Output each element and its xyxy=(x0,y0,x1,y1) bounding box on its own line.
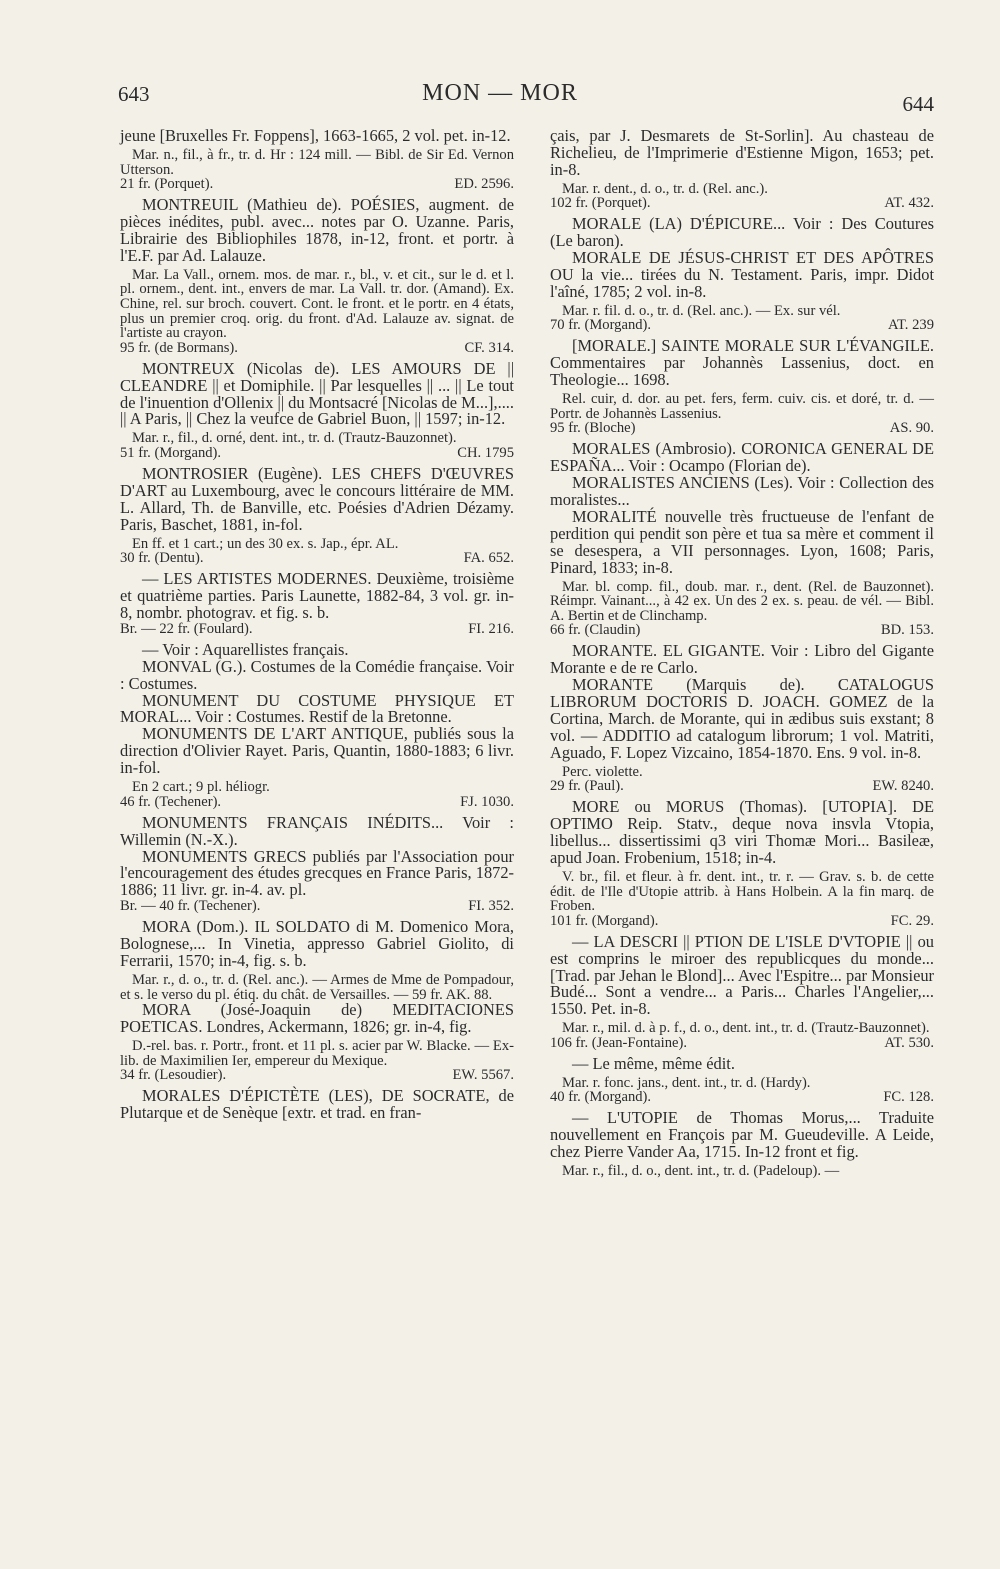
price-text: Br. — 40 fr. (Techener). xyxy=(120,898,261,915)
catalog-entry: MONUMENTS DE L'ART ANTIQUE, publiés sous la direction d'Olivier Rayet. Paris, Quantin, 1880-1883; 6 livr. in-fol. xyxy=(120,724,514,778)
price-line xyxy=(550,914,934,929)
sale-code: FI. 352. xyxy=(468,898,514,915)
price-line xyxy=(120,1068,514,1083)
price-text: 21 fr. (Porquet). xyxy=(120,176,214,193)
price-line xyxy=(120,446,514,461)
price-text: 29 fr. (Paul). xyxy=(550,778,624,795)
price-line xyxy=(120,622,514,637)
price-line xyxy=(550,421,934,436)
left-page-number: 643 xyxy=(118,82,150,106)
sale-code: FC. 128. xyxy=(883,1089,934,1106)
sale-code: EW. 8240. xyxy=(872,778,934,795)
sale-code: BD. 153. xyxy=(880,622,934,639)
price-text: 101 fr. (Morgand). xyxy=(550,912,659,929)
sale-code: FA. 652. xyxy=(463,550,514,567)
catalog-entry: MONTROSIER (Eugène). LES CHEFS D'ŒUVRES D'ART au Luxembourg, avec le concours littéraire de MM. L. Allard, Th. de Banville, etc. Poésies d'Adrien Dézamy. Paris, Baschet, 1881, in-fol. xyxy=(120,463,514,534)
catalog-entry: çais, par J. Desmarets de St-Sorlin]. Au chasteau de Richelieu, de l'Imprimerie d'Estienne Migon, 1653; pet. in-8. xyxy=(550,126,934,179)
binding-note: Mar. r. dent., d. o., tr. d. (Rel. anc.). xyxy=(562,180,768,197)
binding-note: Mar. r., d. o., tr. d. (Rel. anc.). — Armes de Mme de Pompadour, et s. le verso du pl. étiq. du chât. de Versailles. — 59 fr. AK. 88. xyxy=(120,971,514,1003)
catalog-entry: — Voir : Aquarellistes français. xyxy=(142,639,349,659)
price-line xyxy=(550,318,934,333)
sale-code: CF. 314. xyxy=(464,339,514,356)
price-text: 102 fr. (Porquet). xyxy=(550,195,651,212)
price-line xyxy=(550,196,934,211)
catalog-entry: MONUMENTS FRANÇAIS INÉDITS... Voir : Willemin (N.-X.). xyxy=(120,812,514,849)
catalog-entry: MORA (José-Joaquin de) MEDITACIONES POETICAS. Londres, Ackermann, 1826; gr. in-4, fig. xyxy=(120,1000,514,1037)
price-text: 40 fr. (Morgand). xyxy=(550,1089,652,1106)
price-line xyxy=(550,1090,934,1105)
binding-note: V. br., fil. et fleur. à fr. dent. int., tr. r. — Grav. s. b. de cette édit. de l'Ile d'Utopie attrib. à Hans Holbein. A la fin marq. de Froben. xyxy=(550,868,934,915)
catalog-entry: MORALISTES ANCIENS (Les). Voir : Collection des moralistes... xyxy=(550,473,934,510)
sale-code: ED. 2596. xyxy=(454,176,514,193)
catalog-entry: MORALE (LA) D'ÉPICURE... Voir : Des Coutures (Le baron). xyxy=(550,214,934,251)
price-line xyxy=(120,795,514,810)
price-line xyxy=(120,177,514,192)
sale-code: AT. 530. xyxy=(884,1034,934,1051)
sale-code: AT. 239 xyxy=(888,317,934,334)
sale-code: AS. 90. xyxy=(889,420,934,437)
right-column xyxy=(550,128,934,1179)
catalog-entry: — L'UTOPIE de Thomas Morus,... Traduite nouvellement en François par M. Gueudeville. A Leide, chez Pierre Vander Aa, 1715. In-12 front et fig. xyxy=(550,1108,934,1162)
catalog-entry: MORE ou MORUS (Thomas). [UTOPIA]. DE OPTIMO Reip. Statv., deque nova insvla Vtopia, libellus... dissertissimi q3 viri Thomæ Mori... Basileæ, apud Joan. Frobenium, 1518; in-4. xyxy=(550,797,934,868)
catalog-entry: MORA (Dom.). IL SOLDATO di M. Domenico Mora, Bolognese,... In Vinetia, appresso Gabriel Giolito, di Ferrarii, 1570; in-4, fig. s. b. xyxy=(120,917,514,971)
binding-note: Mar. n., fil., à fr., tr. d. Hr : 124 mill. — Bibl. de Sir Ed. Vernon Utterson. xyxy=(120,146,514,178)
price-line xyxy=(120,551,514,566)
catalog-entry: MORALE DE JÉSUS-CHRIST ET DES APÔTRES OU la vie... tirées du N. Testament. Paris, impr. Didot l'aîné, 1785; 2 vol. in-8. xyxy=(550,248,934,301)
price-text: 70 fr. (Morgand). xyxy=(550,317,652,334)
right-page-number: 644 xyxy=(902,92,934,116)
sale-code: EW. 5567. xyxy=(452,1067,514,1084)
catalog-entry: — Le même, même édit. xyxy=(572,1053,735,1073)
binding-note: Mar. La Vall., ornem. mos. de mar. r., bl., v. et cit., sur le d. et l. pl. ornem., dent. int., envers de mar. La Vall. tr. dor. (Amand). Ex. Chine, rel. sur broch. couvert. Cont. le front. et le portr. en 4 états, plus un premier croq. orig. du front. d'Ad. Lalauze av. signat. de l'artiste au crayon. xyxy=(120,266,514,342)
price-text: 66 fr. (Claudin) xyxy=(550,622,641,639)
binding-note: Mar. r., fil., d. o., dent. int., tr. d. (Padeloup). — xyxy=(562,1163,840,1180)
sale-code: CH. 1795 xyxy=(457,444,514,461)
sale-code: FJ. 1030. xyxy=(460,793,514,810)
price-line xyxy=(550,623,934,638)
catalog-entry: MONTREUX (Nicolas de). LES AMOURS DE || CLEANDRE || et Domiphile. || Par lesquelles || ... || Le tout de l'inuention d'Ollenix || du Montsacré [Nicolas de M...],.... || A Paris, || Chez la veufce de Gabriel Buon, || 1597; in-12. xyxy=(120,358,514,429)
binding-note: D.-rel. bas. r. Portr., front. et 11 pl. s. acier par W. Blacke. — Ex-lib. de Maximilien Ier, empereur du Mexique. xyxy=(120,1037,514,1069)
catalog-entry: [MORALE.] SAINTE MORALE SUR L'ÉVANGILE. Commentaires par Johannès Lassenius, doct. en Theologie... 1698. xyxy=(550,336,934,390)
price-text: 51 fr. (Morgand). xyxy=(120,444,222,461)
catalog-entry: MONVAL (G.). Costumes de la Comédie française. Voir : Costumes. xyxy=(120,656,514,693)
price-line xyxy=(120,899,514,914)
binding-note: En ff. et 1 cart.; un des 30 ex. s. Jap., épr. AL. xyxy=(132,535,399,552)
catalog-entry: MORALITÉ nouvelle très fructueuse de l'enfant de perdition qui pendit son père et tua sa mère et comment il se desespera, a VII personnages. Lyon, 1608; Paris, Pinard, 1833; in-8. xyxy=(550,506,934,577)
price-line xyxy=(550,1036,934,1051)
page-header xyxy=(0,76,1000,116)
binding-note: Mar. r. fil. d. o., tr. d. (Rel. anc.). — Ex. sur vél. xyxy=(562,302,841,319)
catalog-entry: MONTREUIL (Mathieu de). POÉSIES, augment. de pièces inédites, publ. avec... notes par O. Uzanne. Paris, Librairie des Bibliophiles 1878, in-12, front. et portr. à l'E.F. par Ad. Lalauze. xyxy=(120,195,514,265)
catalog-entry: MORANTE. EL GIGANTE. Voir : Libro del Gigante Morante e de re Carlo. xyxy=(550,641,934,678)
price-text: Br. — 22 fr. (Foulard). xyxy=(120,620,253,637)
binding-note: Mar. r. fonc. jans., dent. int., tr. d. (Hardy). xyxy=(562,1074,811,1091)
catalog-entry: MONUMENT DU COSTUME PHYSIQUE ET MORAL... Voir : Costumes. Restif de la Bretonne. xyxy=(120,690,514,727)
sale-code: FI. 216. xyxy=(468,620,514,637)
catalog-entry: — LES ARTISTES MODERNES. Deuxième, troisième et quatrième parties. Paris Launette, 1882-84, 3 vol. gr. in-8, nombr. photograv. et fig. s. b. xyxy=(120,569,514,622)
catalog-entry: MONUMENTS GRECS publiés par l'Association pour l'encouragement des études grecques en France Paris, 1872-1886; 11 livr. gr. in-4. av. pl. xyxy=(120,846,514,900)
catalog-entry: MORALES D'ÉPICTÈTE (LES), DE SOCRATE, de Plutarque et de Senèque [extr. et trad. en fran- xyxy=(120,1086,514,1123)
price-text: 106 fr. (Jean-Fontaine). xyxy=(550,1034,687,1051)
binding-note: En 2 cart.; 9 pl. héliogr. xyxy=(132,779,270,796)
binding-note: Mar. bl. comp. fil., doub. mar. r., dent. (Rel. de Bauzonnet). Réimpr. Vainant..., à 42 ex. Un des 2 ex. s. peau. de vél. — Bibl. A. Bertin et de Clinchamp. xyxy=(550,578,934,624)
binding-note: Rel. cuir, d. dor. au pet. fers, ferm. cuiv. cis. et doré, tr. d. — Portr. de Johannès Lassenius. xyxy=(550,391,934,422)
price-line xyxy=(550,779,934,794)
price-text: 34 fr. (Lesoudier). xyxy=(120,1067,227,1084)
catalog-entry: jeune [Bruxelles Fr. Foppens], 1663-1665, 2 vol. pet. in-12. xyxy=(120,126,511,145)
running-head: MON — MOR xyxy=(422,80,578,106)
price-text: 95 fr. (Bloche) xyxy=(550,420,636,437)
catalog-entry: MORALES (Ambrosio). CORONICA GENERAL DE ESPAÑA... Voir : Ocampo (Florian de). xyxy=(550,439,934,476)
price-line xyxy=(120,341,514,356)
price-text: 95 fr. (de Bormans). xyxy=(120,339,238,356)
binding-note: Perc. violette. xyxy=(562,763,643,780)
price-text: 30 fr. (Dentu). xyxy=(120,550,204,567)
sale-code: FC. 29. xyxy=(890,912,934,929)
binding-note: Mar. r., fil., d. orné, dent. int., tr. d. (Trautz-Bauzonnet). xyxy=(132,430,457,447)
binding-note: Mar. r., mil. d. à p. f., d. o., dent. int., tr. d. (Trautz-Bauzonnet). xyxy=(562,1020,930,1037)
sale-code: AT. 432. xyxy=(884,195,934,212)
catalog-entry: MORANTE (Marquis de). CATALOGUS LIBRORUM DOCTORIS D. JOACH. GOMEZ de la Cortina, March. de Morante, qui in ædibus suis exstant; 8 vol. — ADDITIO ad catalogum librorum; 1 vol. Matriti, Aguado, F. Lopez Vizcaino, 1854-1870. Ens. 9 vol. in-8. xyxy=(550,675,934,762)
catalog-entry: — LA DESCRI || PTION DE L'ISLE D'VTOPIE || ou est comprins le miroer des republicques du monde... [Trad. par Jehan le Blond]... Avec l'Espitre... par Monsieur Budé... Sont a vendre... a Paris... Charles l'Angelier,... 1550. Pet. in-8. xyxy=(550,931,934,1019)
left-column xyxy=(120,128,514,1122)
price-text: 46 fr. (Techener). xyxy=(120,793,222,810)
